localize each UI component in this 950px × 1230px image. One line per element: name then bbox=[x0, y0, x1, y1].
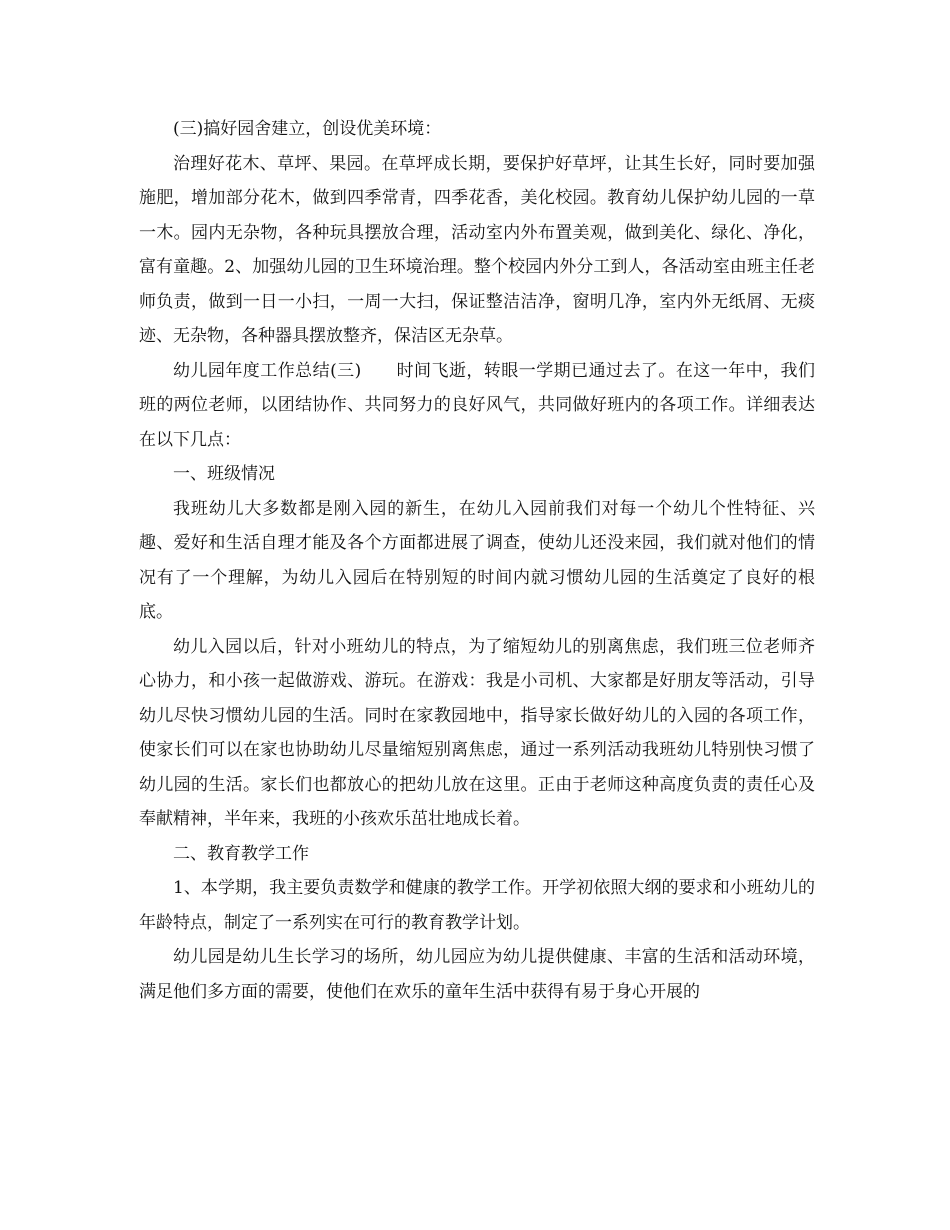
section-heading-campus-environment: (三)搞好园舍建立，创设优美环境： bbox=[173, 119, 442, 139]
section-heading-class-situation: 一、班级情况 bbox=[173, 464, 275, 484]
section-heading-education-work: 二、教育教学工作 bbox=[173, 843, 309, 864]
paragraph-separation-anxiety: 幼儿入园以后，针对小班幼儿的特点，为了缩短幼儿的别离焦虑，我们班三位老师齐心协力，和小孩一起做游戏、游玩。在游戏：我是小司机、大家都是好朋友等活动，引导幼儿尽快习惯幼儿园的生活。同时在家教园地中，指导家长做好幼儿的入园的各项工作，使家长们可以在家也协助幼儿尽量缩短别离焦虑，通过一系列活动我班幼儿特别快习惯了幼儿园的生活。家长们也都放心的把幼儿放在这里。正由于老师这种高度负责的责任心及奉献精神，半年来，我班的小孩欢乐茁壮地成长着。 bbox=[139, 636, 815, 829]
paragraph-teaching-plan: 1、本学期，我主要负责数学和健康的教学工作。开学初依照大纲的要求和小班幼儿的年龄特点，制定了一系列实在可行的教育教学计划。 bbox=[139, 878, 815, 933]
paragraph-campus-greening: 治理好花木、草坪、果园。在草坪成长期，要保护好草坪，让其生长好，同时要加强施肥，增加部分花木，做到四季常青，四季花香，美化校园。教育幼儿保护幼儿园的一草一木。园内无杂物，各种玩具摆放合理，活动室内外布置美观，做到美化、绿化、净化，富有童趣。2、加强幼儿园的卫生环境治理。整个校园内外分工到人，各活动室由班主任老师负责，做到一日一小扫，一周一大扫，保证整洁洁净，窗明几净，室内外无纸屑、无痰迹、无杂物，各种器具摆放整齐，保洁区无杂草。 bbox=[139, 153, 815, 346]
paragraph-annual-summary-intro: 幼儿园年度工作总结(三) 时间飞逝，转眼一学期已通过去了。在这一年中，我们班的两位老师，以团结协作、共同努力的良好风气，共同做好班内的各项工作。详细表达在以下几点： bbox=[139, 360, 815, 450]
paragraph-kindergarten-environment: 幼儿园是幼儿生长学习的场所，幼儿园应为幼儿提供健康、丰富的生活和活动环境，满足他们多方面的需要，使他们在欢乐的童年生活中获得有易于身心开展的 bbox=[139, 947, 815, 1002]
document-page bbox=[139, 112, 815, 1009]
paragraph-new-students: 我班幼儿大多数都是刚入园的新生，在幼儿入园前我们对每一个幼儿个性特征、兴趣、爱好和生活自理才能及各个方面都进展了调查，使幼儿还没来园，我们就对他们的情况有了一个理解，为幼儿入园后在特别短的时间内就习惯幼儿园的生活奠定了良好的根底。 bbox=[139, 498, 815, 622]
